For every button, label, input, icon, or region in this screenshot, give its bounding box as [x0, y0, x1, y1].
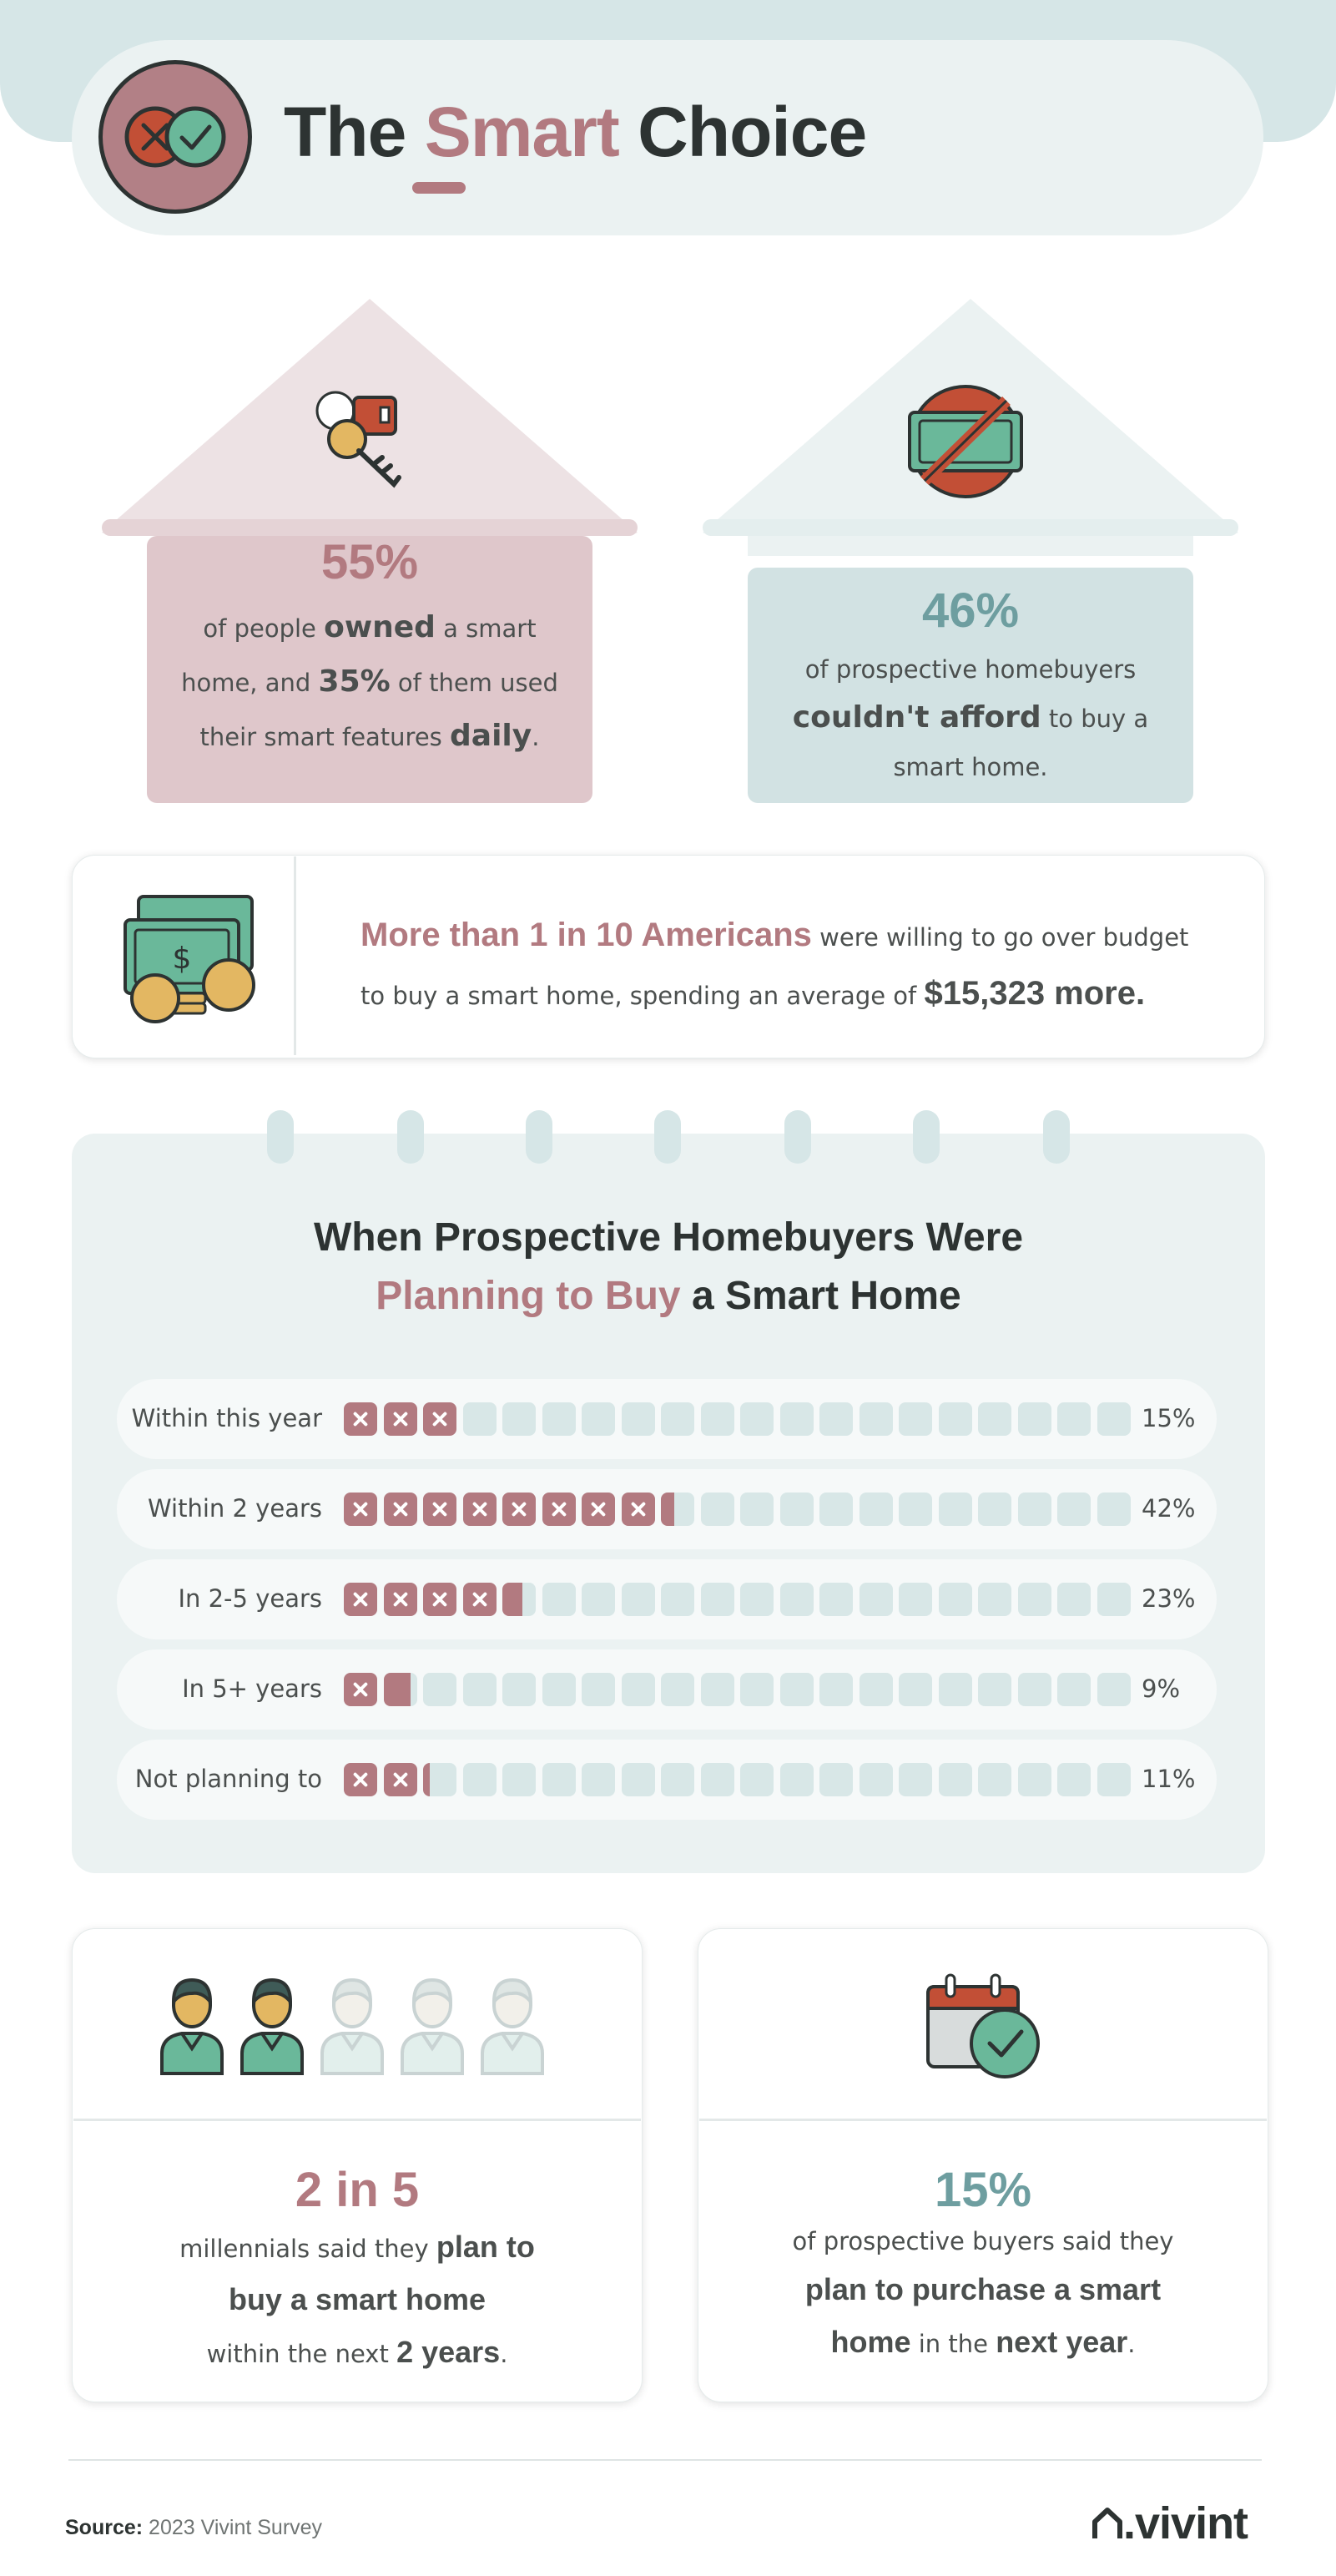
svg-text:$: $: [172, 942, 192, 976]
brand-logo: .vivint: [1091, 2498, 1248, 2549]
timeline-row-pct: 42%: [1142, 1494, 1196, 1523]
timeline-cell-empty: [740, 1402, 774, 1436]
budget-divider: [294, 856, 296, 1055]
timeline-cell-filled: [423, 1493, 456, 1526]
timeline-row-pct: 9%: [1142, 1674, 1181, 1703]
timeline-cell-empty: [819, 1763, 853, 1796]
timeline-cell-filled: [344, 1673, 377, 1706]
no-money-icon: [906, 382, 1025, 501]
timeline-cell-empty: [899, 1402, 932, 1436]
timeline-cell-empty: [1097, 1583, 1131, 1616]
timeline-cell-empty: [1018, 1493, 1051, 1526]
timeline-cell-filled: [502, 1493, 536, 1526]
timeline-cell-empty: [939, 1583, 972, 1616]
timeline-cell-filled: [463, 1583, 497, 1616]
timeline-cell-empty: [582, 1673, 615, 1706]
timeline-cell-empty: [622, 1402, 655, 1436]
timeline-cell-empty: [502, 1673, 536, 1706]
timeline-cell-filled: [344, 1402, 377, 1436]
timeline-cell-empty: [661, 1763, 694, 1796]
timeline-cell-empty: [819, 1673, 853, 1706]
timeline-row-label: In 2-5 years: [178, 1584, 322, 1613]
timeline-cell-empty: [978, 1763, 1011, 1796]
timeline-cell-empty: [899, 1763, 932, 1796]
timeline-cell-empty: [860, 1402, 893, 1436]
owned-pct: 55%: [320, 535, 419, 589]
timeline-cell-filled: [384, 1763, 417, 1796]
timeline-cell-empty: [423, 1673, 456, 1706]
keys-icon: [310, 386, 416, 494]
timeline-row-pct: 11%: [1142, 1765, 1196, 1793]
timeline-cell-empty: [1018, 1402, 1051, 1436]
timeline-cell-empty: [582, 1583, 615, 1616]
people-icon: [159, 1973, 559, 2077]
calendar-ring: [913, 1110, 940, 1164]
timeline-cell-empty: [978, 1673, 1011, 1706]
timeline-cell-filled: [622, 1493, 655, 1526]
timeline-cell-empty: [582, 1763, 615, 1796]
timeline-cell-empty: [701, 1493, 734, 1526]
timeline-row-pct: 23%: [1142, 1584, 1196, 1613]
millennials-stat: 2 in 5: [295, 2163, 420, 2217]
timeline-cell-filled: [582, 1493, 615, 1526]
timeline-cell-empty: [622, 1763, 655, 1796]
calendar-ring: [397, 1110, 424, 1164]
page-title: The Smart Choice: [284, 93, 867, 171]
timeline-cell-empty: [780, 1583, 814, 1616]
timeline-cell-empty: [661, 1583, 694, 1616]
timeline-cell-empty: [860, 1763, 893, 1796]
home-logo-icon: [1091, 2507, 1123, 2540]
calendar-ring: [784, 1110, 811, 1164]
timeline-row-label: Within 2 years: [148, 1494, 322, 1523]
timeline-cell-empty: [1057, 1763, 1091, 1796]
timeline-row-label: In 5+ years: [182, 1674, 322, 1703]
timeline-cell-empty: [502, 1763, 536, 1796]
calendar-ring: [267, 1110, 294, 1164]
calendar-check-icon: [925, 1972, 1041, 2080]
source-note: Source: 2023 Vivint Survey: [65, 2516, 323, 2539]
owned-description: of people owned a smart home, and 35% of them used their smart features daily.: [181, 610, 558, 753]
timeline-cell-empty: [978, 1493, 1011, 1526]
timeline-cell-filled: [542, 1493, 576, 1526]
timeline-cell-empty: [939, 1763, 972, 1796]
timeline-cell-empty: [701, 1402, 734, 1436]
next-year-description: of prospective buyers said they plan to purchase a smart home in the next year.: [792, 2227, 1174, 2359]
timeline-cell-empty: [899, 1673, 932, 1706]
timeline-cell-empty: [939, 1673, 972, 1706]
timeline-cell-empty: [542, 1402, 576, 1436]
timeline-cell-filled: [463, 1493, 497, 1526]
timeline-title: When Prospective Homebuyers Were Planning to Buy a Smart Home: [313, 1215, 1024, 1318]
timeline-cell-empty: [860, 1673, 893, 1706]
card-divider: [73, 2119, 641, 2121]
afford-description: of prospective homebuyers couldn't afford to buy a smart home.: [792, 655, 1149, 781]
timeline-cell-empty: [463, 1402, 497, 1436]
timeline-cell-empty: [1057, 1493, 1091, 1526]
timeline-cell-empty: [780, 1402, 814, 1436]
timeline-cell-empty: [899, 1493, 932, 1526]
timeline-cell-empty: [740, 1673, 774, 1706]
timeline-cell-empty: [542, 1763, 576, 1796]
calendar-ring: [526, 1110, 552, 1164]
timeline-cell-empty: [622, 1673, 655, 1706]
timeline-cell-empty: [819, 1583, 853, 1616]
timeline-cell-empty: [939, 1402, 972, 1436]
timeline-cell-empty: [463, 1763, 497, 1796]
timeline-cell-empty: [978, 1583, 1011, 1616]
timeline-cell-empty: [622, 1583, 655, 1616]
timeline-cell-filled: [384, 1402, 417, 1436]
timeline-cell-empty: [1097, 1673, 1131, 1706]
timeline-cell-empty: [978, 1402, 1011, 1436]
timeline-cell-filled: [384, 1493, 417, 1526]
timeline-cell-empty: [1057, 1583, 1091, 1616]
title-underline: [412, 182, 466, 194]
budget-description: More than 1 in 10 Americans were willing to go over budget to buy a smart home, spending an average of $15,323 more.: [360, 917, 1189, 1012]
timeline-cell-empty: [701, 1763, 734, 1796]
timeline-cell-empty: [1097, 1493, 1131, 1526]
timeline-cell-empty: [582, 1402, 615, 1436]
timeline-cell-empty: [1097, 1402, 1131, 1436]
calendar-ring: [654, 1110, 681, 1164]
calendar-ring: [1043, 1110, 1070, 1164]
timeline-cell-empty: [1097, 1763, 1131, 1796]
timeline-cell-empty: [740, 1763, 774, 1796]
timeline-cell-filled: [661, 1493, 694, 1526]
timeline-cell-empty: [860, 1583, 893, 1616]
timeline-cell-empty: [1018, 1673, 1051, 1706]
timeline-cell-empty: [1018, 1583, 1051, 1616]
timeline-cell-filled: [344, 1763, 377, 1796]
timeline-row-pct: 15%: [1142, 1404, 1196, 1432]
person-highlighted: [242, 1980, 302, 2073]
timeline-row-label: Within this year: [131, 1404, 322, 1432]
timeline-cell-empty: [1057, 1673, 1091, 1706]
person-highlighted: [162, 1980, 222, 2073]
timeline-cell-empty: [701, 1673, 734, 1706]
timeline-cell-filled: [502, 1583, 536, 1616]
timeline-cell-empty: [740, 1493, 774, 1526]
timeline-cell-filled: [423, 1583, 456, 1616]
check-x-icon: [98, 60, 252, 214]
timeline-cell-empty: [780, 1673, 814, 1706]
afford-pct: 46%: [921, 583, 1020, 638]
timeline-cell-empty: [542, 1673, 576, 1706]
timeline-cell-filled: [344, 1583, 377, 1616]
timeline-cell-empty: [502, 1402, 536, 1436]
timeline-cell-filled: [384, 1583, 417, 1616]
person-faded: [322, 1980, 382, 2073]
timeline-cell-empty: [661, 1673, 694, 1706]
timeline-cell-empty: [542, 1583, 576, 1616]
timeline-cell-empty: [780, 1493, 814, 1526]
card-divider: [699, 2119, 1267, 2121]
timeline-cell-empty: [860, 1493, 893, 1526]
timeline-cell-empty: [819, 1402, 853, 1436]
timeline-cell-empty: [740, 1583, 774, 1616]
timeline-cell-empty: [463, 1673, 497, 1706]
timeline-cell-empty: [661, 1402, 694, 1436]
timeline-cell-filled: [423, 1402, 456, 1436]
timeline-cell-empty: [1057, 1402, 1091, 1436]
timeline-cell-filled: [423, 1763, 456, 1796]
timeline-cell-empty: [899, 1583, 932, 1616]
timeline-cell-empty: [939, 1493, 972, 1526]
timeline-cell-empty: [780, 1763, 814, 1796]
timeline-row-label: Not planning to: [134, 1765, 322, 1793]
footer-divider: [68, 2459, 1262, 2461]
timeline-cell-empty: [701, 1583, 734, 1616]
cash-coins-icon: [118, 890, 264, 1028]
timeline-cell-empty: [819, 1493, 853, 1526]
timeline-cell-empty: [1018, 1763, 1051, 1796]
timeline-cell-filled: [344, 1493, 377, 1526]
person-faded: [482, 1980, 542, 2073]
millennials-description: millennials said they plan to buy a smart home within the next 2 years.: [179, 2230, 535, 2369]
timeline-cell-filled: [384, 1673, 417, 1706]
person-faded: [402, 1980, 462, 2073]
next-year-stat: 15%: [934, 2163, 1032, 2217]
